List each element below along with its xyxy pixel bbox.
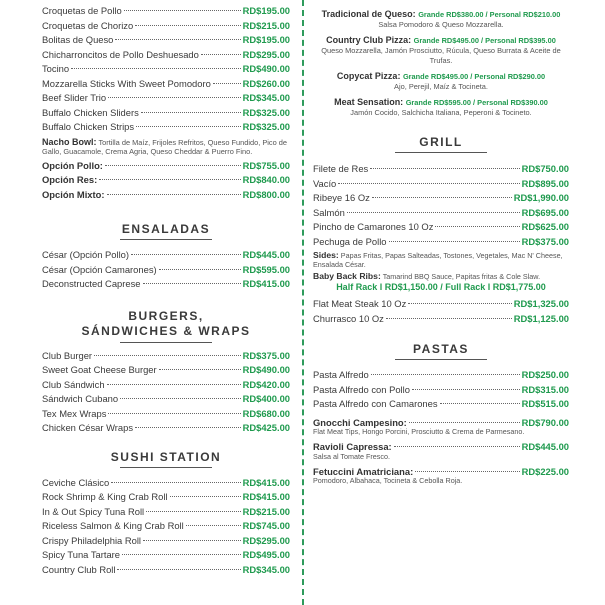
- dot-leader: [71, 68, 240, 69]
- item-price: RD$445.00: [242, 249, 290, 260]
- sides-note: [313, 251, 569, 269]
- ensaladas-title: ENSALADAS: [121, 222, 211, 236]
- item-name: Spicy Tuna Tartare: [42, 549, 120, 560]
- dot-leader: [124, 10, 241, 11]
- pizza-name: Country Club Pizza:: [326, 35, 414, 45]
- item-price: RD$295.00: [242, 48, 290, 60]
- menu-item-row: [313, 206, 569, 221]
- section-rule: [120, 239, 212, 240]
- item-price: RD$325.00: [242, 121, 290, 132]
- item-name: Deconstructed Caprese: [42, 278, 141, 289]
- section-rule: [120, 342, 212, 343]
- dot-leader: [135, 25, 240, 26]
- item-price: RD$415.00: [242, 491, 290, 502]
- section-rule: [120, 467, 212, 468]
- dot-leader: [146, 511, 240, 512]
- menu-item-row: [313, 368, 569, 383]
- dot-leader: [136, 126, 241, 127]
- item-name: Vacío: [313, 177, 337, 189]
- section-rule: [395, 359, 487, 360]
- item-price: RD$260.00: [242, 77, 290, 89]
- item-name: Croquetas de Chorizo: [42, 19, 134, 31]
- burgers-list: [42, 349, 290, 436]
- menu-item-row: [42, 363, 290, 378]
- dot-leader: [371, 374, 520, 375]
- item-price: RD$445.00: [521, 441, 569, 452]
- menu-item-row: [42, 48, 290, 63]
- item-price: RD$490.00: [242, 63, 290, 74]
- section-grill: [313, 135, 569, 153]
- item-name: Chicken César Wraps: [42, 422, 134, 433]
- item-price: RD$1,990.00: [513, 192, 569, 203]
- grill-list: [313, 162, 569, 249]
- item-price: RD$425.00: [242, 422, 290, 433]
- dot-leader: [159, 269, 241, 270]
- item-name: Country Club Roll: [42, 563, 116, 575]
- item-price: RD$595.00: [242, 263, 290, 275]
- item-name: Churrasco 10 Oz: [313, 312, 384, 324]
- item-name: Pincho de Camarones 10 Oz: [313, 221, 434, 232]
- pizza-prices: Grande RD$595.00 / Personal RD$390.00: [405, 98, 548, 107]
- ribs-prices: Half Rack l RD$1,150.00 / Full Rack l RD$1,775.00: [336, 282, 546, 292]
- dot-leader: [107, 194, 241, 195]
- pizza-desc: Queso Mozzarella, Jamón Prosciutto, Rúcula, Queso Burrata & Aceite de Trufas.: [321, 46, 561, 65]
- item-name: Sweet Goat Cheese Burger: [42, 364, 157, 375]
- item-name: Tocino: [42, 63, 70, 74]
- dot-leader: [370, 168, 519, 169]
- column-divider: [302, 0, 304, 605]
- dot-leader: [338, 183, 519, 184]
- item-name: Rock Shrimp & King Crab Roll: [42, 491, 168, 502]
- menu-item-row: [313, 383, 569, 398]
- item-name: In & Out Spicy Tuna Roll: [42, 505, 145, 517]
- item-price: RD$195.00: [242, 34, 290, 45]
- pizza-desc: Ajo, Perejil, Maíz & Tocineta.: [394, 82, 488, 91]
- pasta-desc: Salsa al Tomate Fresco.: [313, 451, 390, 461]
- dot-leader: [141, 112, 241, 113]
- menu-item-row: [42, 248, 290, 263]
- menu-item-row: [42, 4, 290, 19]
- menu-item-row: [42, 188, 290, 203]
- item-price: RD$515.00: [521, 398, 569, 409]
- item-price: RD$315.00: [521, 383, 569, 395]
- menu-item-row: [42, 519, 290, 534]
- pizza-item: [313, 97, 569, 118]
- item-price: RD$375.00: [242, 349, 290, 361]
- item-price: RD$195.00: [242, 5, 290, 16]
- item-price: RD$215.00: [242, 505, 290, 517]
- item-name: Bolitas de Queso: [42, 34, 114, 45]
- section-burgers: [42, 309, 290, 343]
- item-name: Fetuccini Amatriciana:: [313, 465, 414, 477]
- pizza-desc: Salsa Pomodoro & Queso Mozzarella.: [378, 20, 504, 29]
- item-name: Pechuga de Pollo: [313, 235, 387, 247]
- item-name: Tex Mex Wraps: [42, 407, 107, 419]
- item-price: RD$225.00: [521, 465, 569, 477]
- pasta-specials: [313, 416, 569, 486]
- item-price: RD$680.00: [242, 407, 290, 419]
- menu-item-row: [313, 235, 569, 250]
- item-name: Buffalo Chicken Sliders: [42, 106, 139, 118]
- nacho-options: [42, 159, 290, 203]
- section-sushi: [42, 450, 290, 468]
- ribs-desc: Tamarind BBQ Sauce, Papitas fritas & Cole Slaw.: [382, 272, 541, 281]
- menu-item-row: [42, 563, 290, 578]
- item-name: Beef Slider Trio: [42, 92, 107, 103]
- menu-item-row: [42, 534, 290, 549]
- menu-item-row: [313, 191, 569, 206]
- dot-leader: [412, 389, 520, 390]
- item-price: RD$840.00: [242, 174, 290, 185]
- item-name: Croquetas de Pollo: [42, 5, 122, 16]
- menu-item-row: [42, 277, 290, 292]
- pizza-name: Tradicional de Queso:: [321, 9, 419, 19]
- menu-item-row: [313, 162, 569, 177]
- item-name: Pasta Alfredo con Pollo: [313, 383, 410, 395]
- item-name: Opción Mixto:: [42, 188, 105, 200]
- menu-item-row: [42, 421, 290, 436]
- pastas-title: PASTAS: [413, 342, 469, 356]
- section-rule: [395, 152, 487, 153]
- item-name: Flat Meat Steak 10 Oz: [313, 298, 407, 309]
- menu-item-row: [42, 173, 290, 188]
- item-price: RD$415.00: [242, 476, 290, 488]
- item-name: César (Opción Pollo): [42, 249, 130, 260]
- menu-item-row: [42, 505, 290, 520]
- dot-leader: [440, 403, 520, 404]
- item-price: RD$215.00: [242, 19, 290, 31]
- dot-leader: [108, 97, 240, 98]
- ribs-note: [313, 272, 569, 281]
- item-name: Ravioli Capressa:: [313, 441, 392, 452]
- item-price: RD$625.00: [521, 221, 569, 232]
- item-price: RD$1,125.00: [513, 312, 569, 324]
- left-column: [42, 4, 290, 577]
- menu-item-row: [42, 263, 290, 278]
- item-price: RD$800.00: [242, 188, 290, 200]
- dot-leader: [415, 471, 519, 472]
- item-name: Gnocchi Campesino:: [313, 416, 407, 428]
- dot-leader: [201, 54, 241, 55]
- item-price: RD$325.00: [242, 106, 290, 118]
- item-price: RD$490.00: [242, 364, 290, 375]
- menu-item-row: [42, 476, 290, 491]
- menu-item-row: [42, 392, 290, 407]
- item-name: Sándwich Cubano: [42, 393, 119, 404]
- item-name: Club Sándwich: [42, 378, 105, 390]
- dot-leader: [186, 525, 241, 526]
- dot-leader: [131, 254, 241, 255]
- item-price: RD$750.00: [521, 163, 569, 174]
- item-price: RD$415.00: [242, 278, 290, 289]
- menu-item-row: [42, 159, 290, 174]
- item-name: Filete de Res: [313, 163, 369, 174]
- dot-leader: [117, 569, 240, 570]
- menu-item-row: [42, 349, 290, 364]
- dot-leader: [394, 446, 520, 447]
- sushi-list: [42, 476, 290, 578]
- item-name: Pasta Alfredo: [313, 369, 369, 380]
- pizza-item: [313, 9, 569, 30]
- menu-item-row: [42, 490, 290, 505]
- pizza-name: Copycat Pizza:: [336, 71, 403, 81]
- menu-item-row: [42, 106, 290, 121]
- grill-title: GRILL: [419, 135, 463, 149]
- item-price: RD$375.00: [521, 235, 569, 247]
- menu-item-row: [42, 77, 290, 92]
- pasta-special: [313, 440, 569, 461]
- pastas-list: [313, 368, 569, 412]
- menu-item-row: [313, 177, 569, 192]
- item-price: RD$420.00: [242, 378, 290, 390]
- item-name: Chicharroncitos de Pollo Deshuesado: [42, 48, 199, 60]
- dot-leader: [107, 384, 241, 385]
- item-name: Ceviche Clásico: [42, 476, 110, 488]
- item-price: RD$295.00: [242, 534, 290, 546]
- nacho-desc: Tortilla de Maíz, Frijoles Refritos, Queso Fundido, Pico de Gallo, Guacamole, Crema Agria, Queso Cheddar & Puerro Fino.: [42, 137, 287, 156]
- dot-leader: [115, 39, 240, 40]
- item-price: RD$745.00: [242, 520, 290, 531]
- ribs-label: Baby Back Ribs:: [313, 271, 381, 281]
- pizza-prices: Grande RD$495.00 / Personal RD$290.00: [402, 72, 546, 81]
- dot-leader: [170, 496, 241, 497]
- sides-label: Sides:: [313, 250, 339, 260]
- ensaladas-list: [42, 248, 290, 292]
- dot-leader: [408, 303, 511, 304]
- dot-leader: [143, 540, 241, 541]
- item-name: Opción Pollo:: [42, 159, 103, 171]
- dot-leader: [111, 482, 240, 483]
- menu-item-row: [42, 19, 290, 34]
- section-pastas: [313, 342, 569, 360]
- item-price: RD$400.00: [242, 393, 290, 404]
- pizza-prices: Grande RD$380.00 / Personal RD$210.00: [418, 10, 561, 19]
- menu-item-row: [42, 378, 290, 393]
- pasta-special: [313, 416, 569, 437]
- right-column: [313, 9, 569, 485]
- dot-leader: [135, 427, 241, 428]
- dot-leader: [435, 226, 519, 227]
- item-name: César (Opción Camarones): [42, 263, 157, 275]
- dot-leader: [94, 355, 241, 356]
- dot-leader: [122, 554, 241, 555]
- item-price: RD$345.00: [242, 563, 290, 575]
- dot-leader: [213, 83, 241, 84]
- nacho-bowl: [42, 138, 290, 203]
- item-name: Mozzarella Sticks With Sweet Pomodoro: [42, 77, 211, 89]
- pasta-desc: Flat Meat Tips, Hongo Porcini, Prosciutto & Crema de Parmesano.: [313, 427, 525, 436]
- grill-list-2: [313, 297, 569, 326]
- menu-item-row: [42, 548, 290, 563]
- appetizers-list: [42, 4, 290, 135]
- pizza-item: [313, 35, 569, 66]
- menu-item-row: [42, 120, 290, 135]
- dot-leader: [143, 283, 241, 284]
- dot-leader: [347, 212, 520, 213]
- item-price: RD$495.00: [242, 549, 290, 560]
- section-ensaladas: [42, 222, 290, 240]
- menu-item-row: [313, 220, 569, 235]
- dot-leader: [99, 179, 240, 180]
- burgers-title-1: BURGERS,: [128, 308, 204, 323]
- menu-item-row: [42, 407, 290, 422]
- dot-leader: [409, 422, 520, 423]
- menu-item-row: [42, 62, 290, 77]
- item-name: Riceless Salmon & King Crab Roll: [42, 520, 184, 531]
- sides-desc: Papas Fritas, Papas Salteadas, Tostones, Vegetales, Mac N' Cheese, Ensalada César.: [313, 251, 563, 269]
- menu-item-row: [313, 312, 569, 327]
- pizza-list: [313, 9, 569, 118]
- burgers-title-2: SÁNDWICHES & WRAPS: [81, 323, 251, 338]
- dot-leader: [386, 318, 512, 319]
- menu-item-row: [42, 33, 290, 48]
- menu-item-row: [313, 297, 569, 312]
- item-price: RD$345.00: [242, 92, 290, 103]
- sushi-title: SUSHI STATION: [110, 449, 222, 464]
- item-name: Salmón: [313, 206, 345, 218]
- dot-leader: [108, 413, 240, 414]
- item-price: RD$250.00: [521, 369, 569, 380]
- nacho-title: Nacho Bowl:: [42, 136, 97, 147]
- dot-leader: [372, 197, 512, 198]
- menu-item-row: [42, 91, 290, 106]
- item-price: RD$1,325.00: [513, 298, 569, 309]
- pasta-desc: Pomodoro, Albahaca, Tocineta & Cebolla Roja.: [313, 476, 463, 485]
- pizza-desc: Jamón Cocido, Salchicha Italiana, Peperoni & Tocineto.: [350, 108, 532, 117]
- item-name: Ribeye 16 Oz: [313, 192, 370, 203]
- pizza-item: [313, 71, 569, 92]
- dot-leader: [389, 241, 520, 242]
- pizza-prices: Grande RD$495.00 / Personal RD$395.00: [413, 36, 556, 45]
- item-price: RD$695.00: [521, 206, 569, 218]
- item-price: RD$755.00: [242, 159, 290, 171]
- dot-leader: [159, 369, 241, 370]
- item-price: RD$790.00: [521, 416, 569, 428]
- menu-item-row: [313, 397, 569, 412]
- pizza-name: Meat Sensation:: [334, 97, 406, 107]
- item-price: RD$895.00: [521, 177, 569, 189]
- item-name: Crispy Philadelphia Roll: [42, 534, 142, 546]
- item-name: Opción Res:: [42, 174, 98, 185]
- item-name: Buffalo Chicken Strips: [42, 121, 135, 132]
- pasta-special: [313, 465, 569, 486]
- dot-leader: [120, 398, 240, 399]
- item-name: Club Burger: [42, 349, 93, 361]
- dot-leader: [105, 165, 241, 166]
- item-name: Pasta Alfredo con Camarones: [313, 398, 438, 409]
